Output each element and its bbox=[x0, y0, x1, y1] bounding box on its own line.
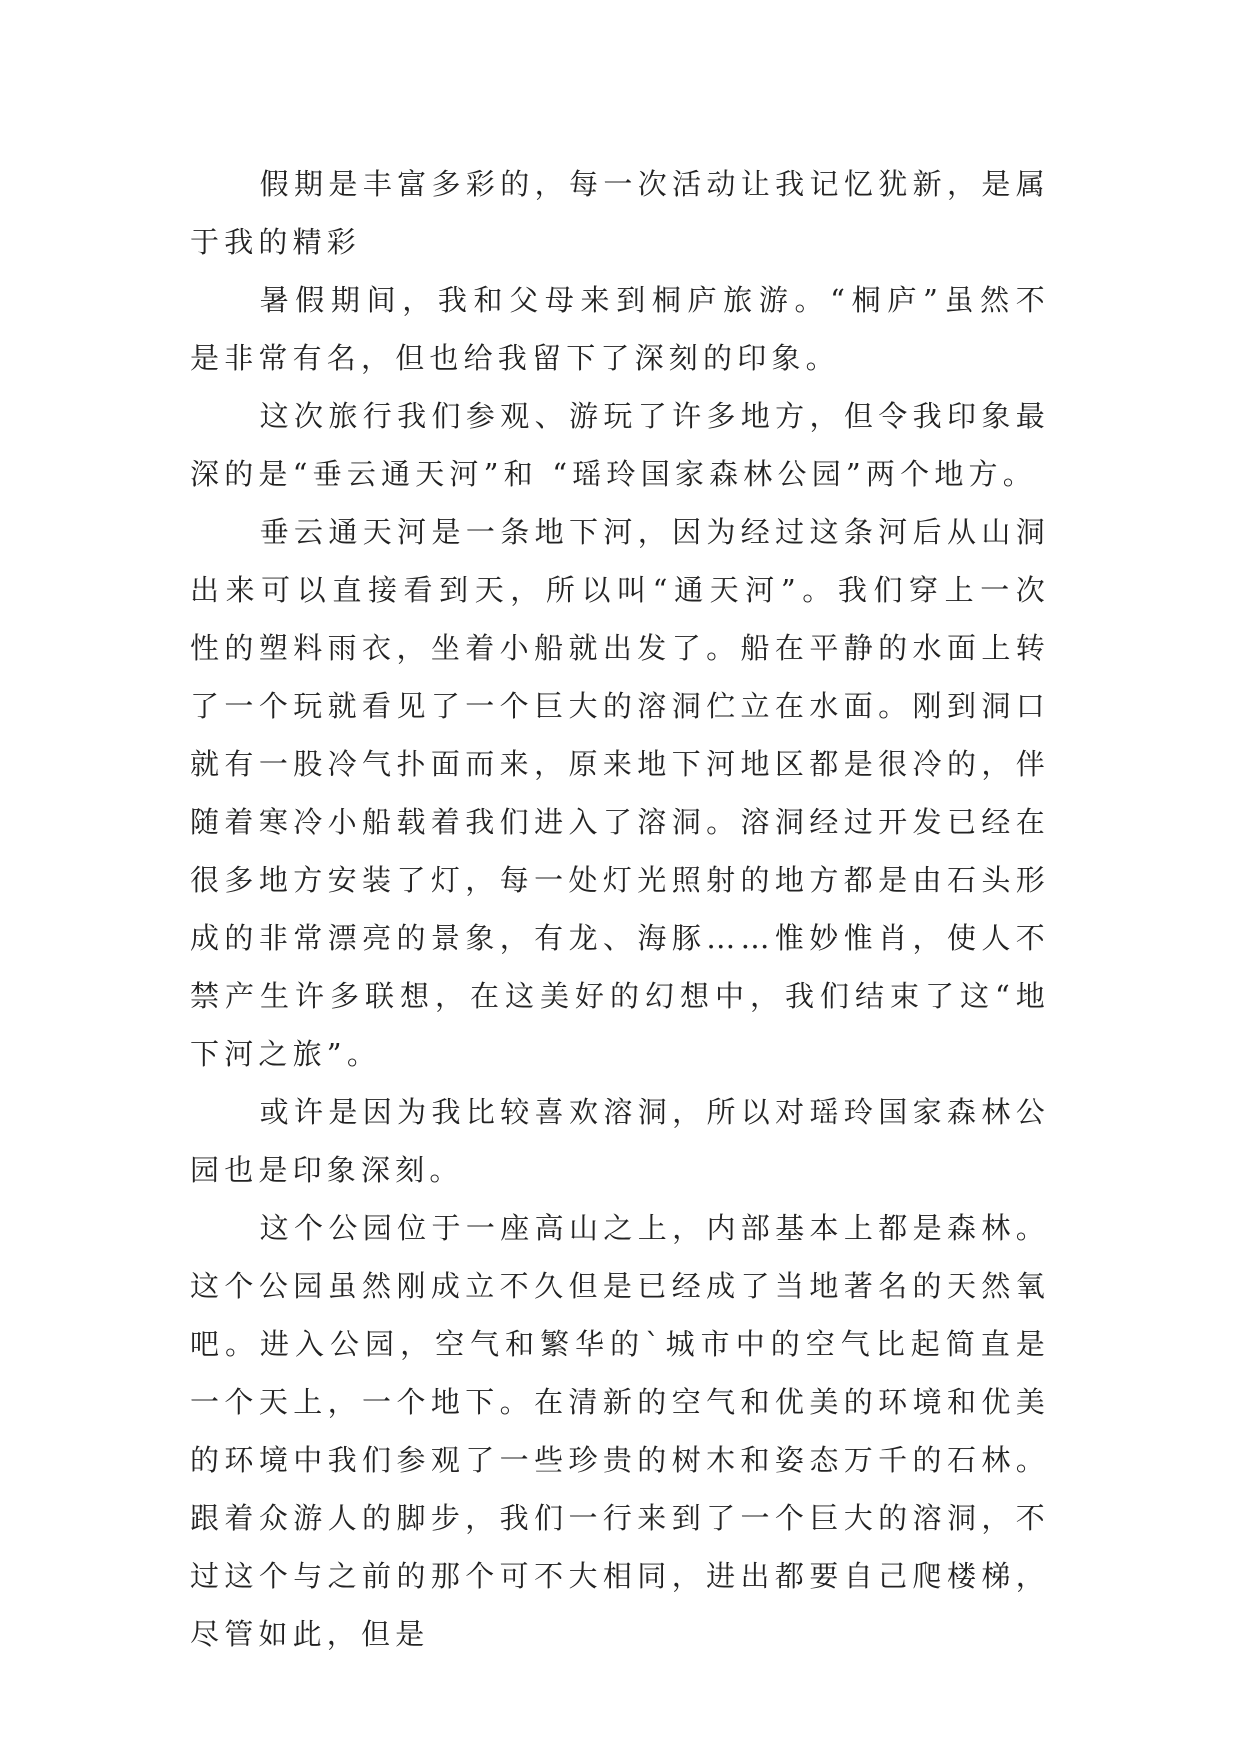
paragraph-5: 或许是因为我比较喜欢溶洞，所以对瑶玲国家森林公园也是印象深刻。 bbox=[190, 1095, 1050, 1187]
paragraph-4: 垂云通天河是一条地下河，因为经过这条河后从山洞出来可以直接看到天，所以叫“通天河”。我们穿上一次性的塑料雨衣，坐着小船就出发了。船在平静的水面上转了一个玩就看见了一个巨大的溶洞伫立在水面。刚到洞口就有一股冷气扑面而来，原来地下河地区都是很冷的，伴随着寒冷小船载着我们进入了溶洞。溶洞经过开发已经在很多地方安装了灯，每一处灯光照射的地方都是由石头形成的非常漂亮的景象，有龙、海豚……惟妙惟肖，使人不禁产生许多联想，在这美好的幻想中，我们结束了这“地下河之旅”。 bbox=[190, 515, 1050, 1071]
paragraph-1: 假期是丰富多彩的，每一次活动让我记忆犹新，是属于我的精彩 bbox=[190, 167, 1050, 259]
paragraph-2: 暑假期间，我和父母来到桐庐旅游。“桐庐”虽然不是非常有名，但也给我留下了深刻的印象。 bbox=[190, 283, 1050, 375]
document-body bbox=[190, 155, 1050, 1663]
paragraph-6: 这个公园位于一座高山之上，内部基本上都是森林。这个公园虽然刚成立不久但是已经成了当地著名的天然氧吧。进入公园，空气和繁华的`城市中的空气比起简直是一个天上，一个地下。在清新的空气和优美的环境和优美的环境中我们参观了一些珍贵的树木和姿态万千的石林。跟着众游人的脚步，我们一行来到了一个巨大的溶洞，不过这个与之前的那个可不大相同，进出都要自己爬楼梯，尽管如此，但是 bbox=[190, 1211, 1050, 1651]
paragraph-3: 这次旅行我们参观、游玩了许多地方，但令我印象最深的是“垂云通天河”和 “瑶玲国家森林公园”两个地方。 bbox=[190, 399, 1050, 491]
